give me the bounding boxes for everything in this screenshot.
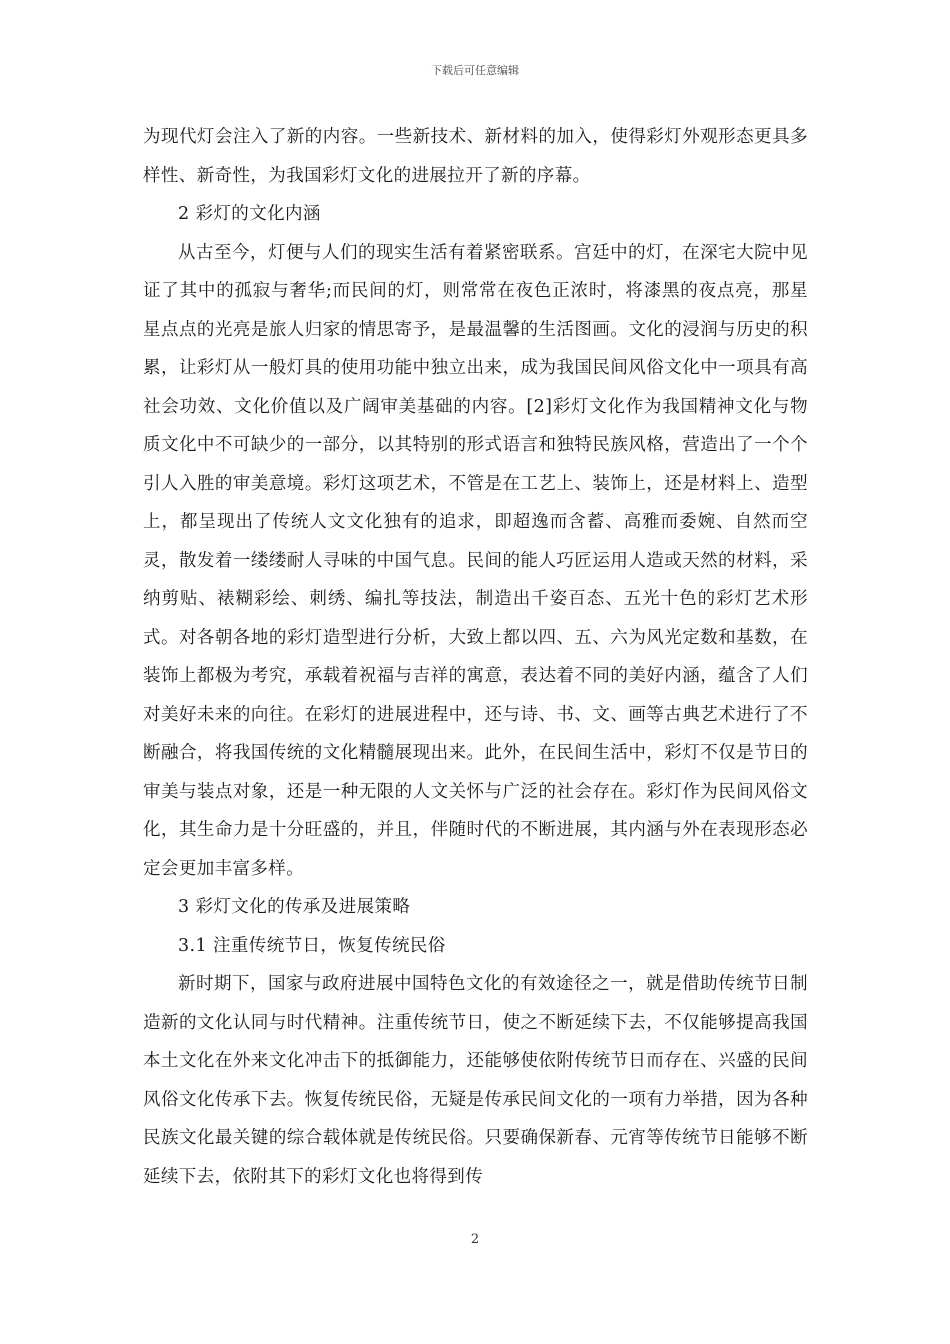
subsection-heading-3-1: 3.1 注重传统节日，恢复传统民俗 [178, 935, 446, 956]
page-number: 2 [470, 1232, 480, 1247]
document-body [143, 118, 808, 1196]
page-header: 下载后可任意编辑 [431, 64, 519, 77]
paragraph-continuation: 为现代灯会注入了新的内容。一些新技术、新材料的加入，使得彩灯外观形态更具多样性、新奇性，为我国彩灯文化的进展拉开了新的序幕。 [143, 127, 808, 186]
paragraph-cultural-connotation: 从古至今，灯便与人们的现实生活有着紧密联系。宫廷中的灯，在深宅大院中见证了其中的孤寂与奢华;而民间的灯，则常常在夜色正浓时，将漆黑的夜点亮，那星星点点的光亮是旅人归家的情思寄予，是最温馨的生活图画。文化的浸润与历史的积累，让彩灯从一般灯具的使用功能中独立出来，成为我国民间风俗文化中一项具有高社会功效、文化价值以及广阔审美基础的内容。[2]彩灯文化作为我国精神文化与物质文化中不可缺少的一部分，以其特别的形式语言和独特民族风格，营造出了一个个引人入胜的审美意境。彩灯这项艺术，不管是在工艺上、装饰上，还是材料上、造型上，都呈现出了传统人文文化独有的追求，即超逸而含蓄、高雅而委婉、自然而空灵，散发着一缕缕耐人寻味的中国气息。民间的能人巧匠运用人造或天然的材料，采纳剪贴、裱糊彩绘、刺绣、编扎等技法，制造出千姿百态、五光十色的彩灯艺术形式。对各朝各地的彩灯造型进行分析，大致上都以四、五、六为风光定数和基数，在装饰上都极为考究，承载着祝福与吉祥的寓意，表达着不同的美好内涵，蕴含了人们对美好未来的向往。在彩灯的进展进程中，还与诗、书、文、画等古典艺术进行了不断融合，将我国传统的文化精髓展现出来。此外，在民间生活中，彩灯不仅是节日的审美与装点对象，还是一种无限的人文关怀与广泛的社会存在。彩灯作为民间风俗文化，其生命力是十分旺盛的，并且，伴随时代的不断进展，其内涵与外在表现形态必定会更加丰富多样。 [143, 242, 808, 879]
section-heading-3: 3 彩灯文化的传承及进展策略 [178, 897, 411, 917]
paragraph-traditional-festivals: 新时期下，国家与政府进展中国特色文化的有效途径之一，就是借助传统节日制造新的文化认同与时代精神。注重传统节日，使之不断延续下去，不仅能够提高我国本土文化在外来文化冲击下的抵御能力，还能够使依附传统节日而存在、兴盛的民间风俗文化传承下去。恢复传统民俗，无疑是传承民间文化的一项有力举措，因为各种民族文化最关键的综合载体就是传统民俗。只要确保新春、元宵等传统节日能够不断延续下去，依附其下的彩灯文化也将得到传 [143, 974, 808, 1187]
section-heading-2: 2 彩灯的文化内涵 [178, 204, 321, 224]
